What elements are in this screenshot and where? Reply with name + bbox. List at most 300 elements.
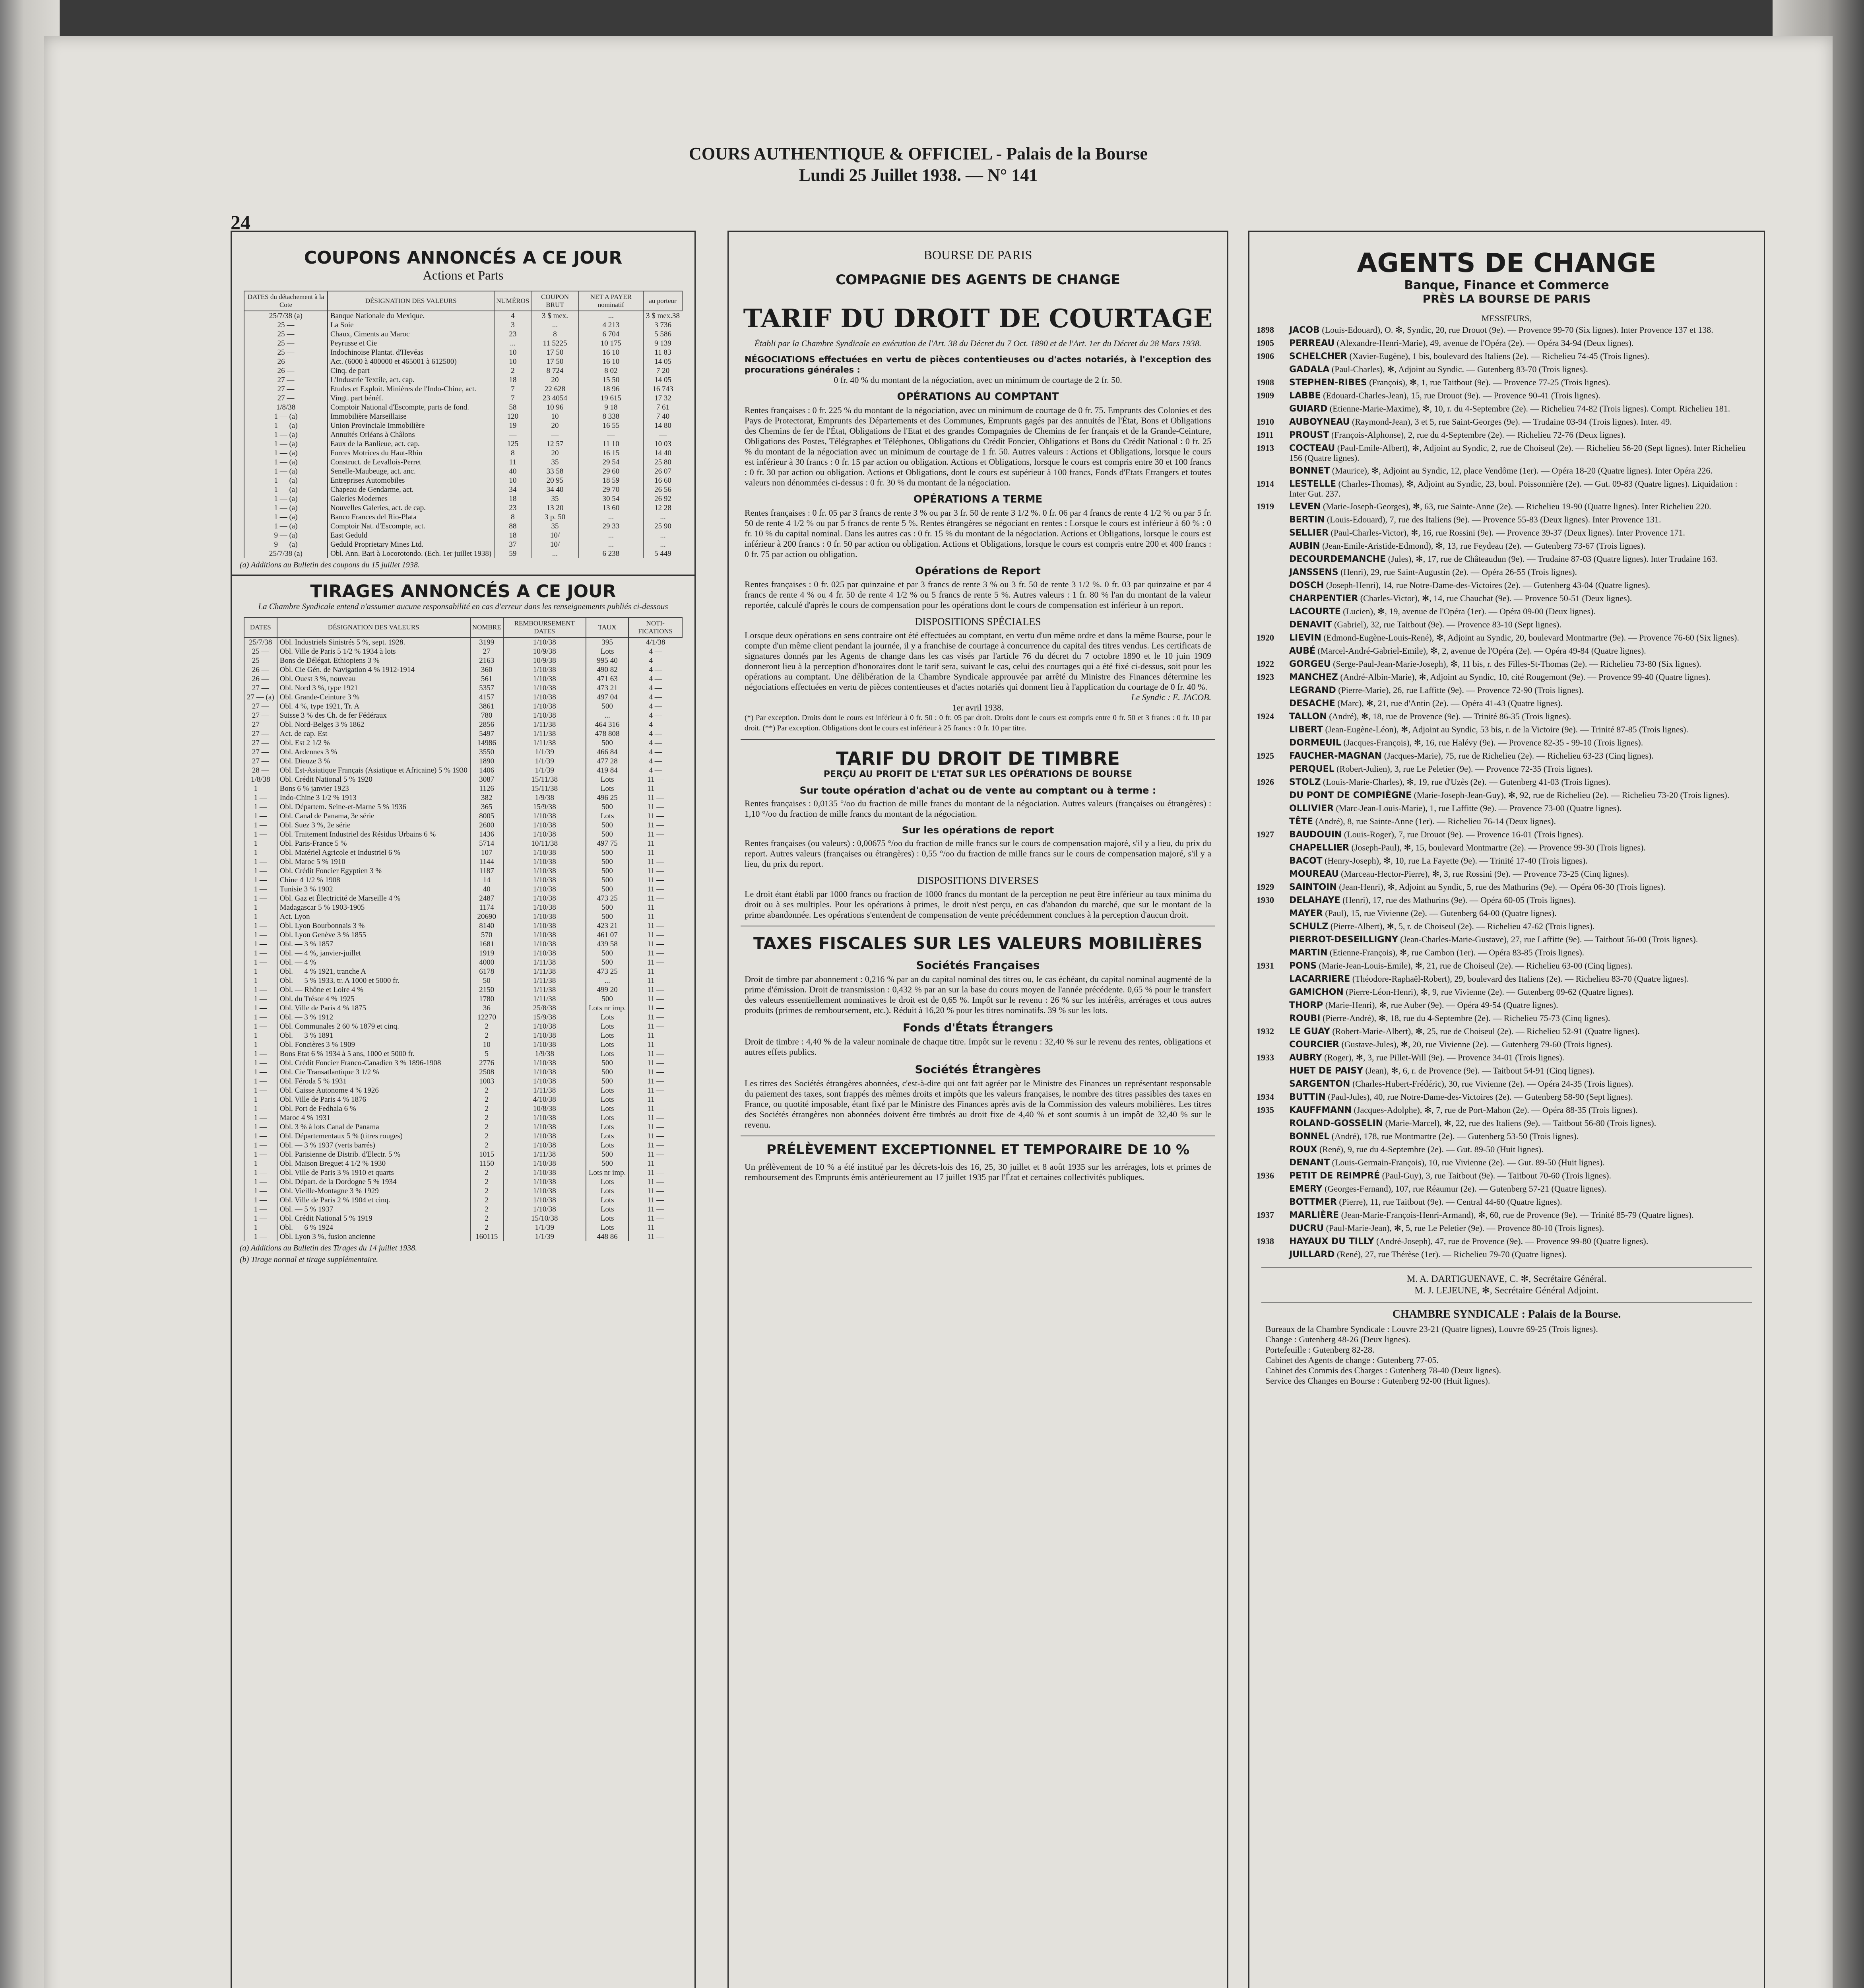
table-cell: 25/7/38 (a)	[244, 549, 328, 558]
table-cell: Obl. Canal de Panama, 3e série	[277, 812, 470, 821]
table-cell: 8 724	[531, 366, 578, 375]
agent-details: (Louis-Roger), 7, rue Drouot (9e). — Provence 16-01 (Trois lignes).	[1344, 829, 1584, 839]
agent-year: 1926	[1257, 777, 1274, 787]
table-cell: 2163	[470, 656, 503, 665]
table-cell: Obl. Nord-Belges 3 % 1862	[277, 720, 470, 729]
column-header: NOTI-FICATIONS	[628, 617, 682, 637]
table-cell: 16 60	[643, 476, 682, 485]
table-cell: 4 —	[628, 757, 682, 766]
table-cell: 1/10/38	[503, 1068, 586, 1077]
agent-entry	[1249, 389, 1764, 402]
agent-entry	[1249, 1012, 1764, 1025]
table-cell: Lots	[586, 1031, 628, 1040]
table-cell: 15/9/38	[503, 802, 586, 812]
agent-name: HUET DE PAISY	[1289, 1066, 1364, 1076]
table-cell: Obl. Traitement Industriel des Résidus Urbains 6 %	[277, 830, 470, 839]
table-cell: 1/10/38	[503, 903, 586, 912]
table-cell: Suisse 3 % des Ch. de fer Fédéraux	[277, 711, 470, 720]
agent-entry	[1249, 723, 1764, 736]
agent-name: KAUFFMANN	[1289, 1105, 1352, 1115]
agent-entry	[1249, 1209, 1764, 1222]
table-cell: 19	[494, 421, 531, 430]
column-header: NOMBRE	[470, 617, 503, 637]
courtage-subtitle: Établi par la Chambre Syndicale en exécution de l'Art. 38 du Décret du 7 Oct. 1890 et de l'Art. 1er du Décret du 28 Mars 1938.	[754, 338, 1202, 348]
agent-details: (Pierre), 11, rue Taitbout (9e). — Central 44-60 (Quatre lignes).	[1339, 1197, 1562, 1207]
table-row	[244, 921, 682, 930]
table-cell: 1 —	[244, 921, 277, 930]
table-cell: 29 60	[579, 467, 643, 476]
table-cell: 8005	[470, 812, 503, 821]
table-cell: Indo-Chine 3 1/2 % 1913	[277, 793, 470, 802]
messieurs-label: MESSIEURS,	[1481, 313, 1532, 323]
table-cell: Lots	[586, 1214, 628, 1223]
table-cell: 11 —	[628, 1177, 682, 1186]
table-cell: 1/10/38	[503, 1122, 586, 1132]
agent-details: (Marc), ✻, 21, rue d'Antin (2e). — Opéra 41-43 (Quatre lignes).	[1337, 698, 1563, 708]
table-cell: 13 20	[531, 503, 578, 513]
terme-text: Rentes françaises : 0 fr. 05 par 3 francs de rente 3 % ou par 3 fr. 50 de rente 3 1/2 %. 0 fr. 06 par 4 francs de rente 4 1/2 % ou par 5 fr. 50 de rente 4 1/2 % ou par 5 francs de rente 5 %. Rentes étrangères se négociant en rentes : Lorsque le cours est inférieur à 60 % : 0 fr. 10 % du capital nominal. Dans les autres cas : 0 fr. 15 % du montant de la négociation. Actions et Obligations, lorsque le cours est inférieur à 200 francs : 0 fr. 50 par action ou obligation. Actions et Obligations, lorsque le cours est compris entre 200 et 400 francs : 0 fr. 75 par action ou obligation.	[745, 508, 1211, 559]
table-cell: 27 —	[244, 683, 277, 693]
agent-details: (Pierre-André), ✻, 18, rue du 4-Septembre (2e). — Richelieu 75-73 (Cinq lignes).	[1322, 1013, 1610, 1023]
agent-details: (Joseph-Paul), ✻, 15, boulevard Montmartre (2e). — Provence 99-30 (Trois lignes).	[1351, 843, 1646, 852]
table-cell: 5497	[470, 729, 503, 738]
agent-name: LEGRAND	[1289, 685, 1336, 695]
agent-year: 1898	[1257, 325, 1274, 335]
table-cell: 1 — (a)	[244, 467, 328, 476]
agent-year: 1910	[1257, 417, 1274, 427]
table-cell: 10/8/38	[503, 1104, 586, 1113]
table-cell: 1/10/38	[503, 1031, 586, 1040]
table-row	[244, 830, 682, 839]
agent-details: (Théodore-Raphaël-Robert), 29, boulevard des Italiens (2e). — Richelieu 83-70 (Quatre lignes).	[1352, 974, 1689, 984]
agent-details: (Paul), 15, rue Vivienne (2e). — Gutenberg 64-00 (Quatre lignes).	[1325, 908, 1557, 918]
table-cell: 497 75	[586, 839, 628, 848]
table-cell: 1 —	[244, 857, 277, 866]
table-cell: Lots	[586, 1086, 628, 1095]
table-cell: 1 — (a)	[244, 430, 328, 439]
table-cell: 365	[470, 802, 503, 812]
table-cell: 1 —	[244, 967, 277, 976]
agent-entry	[1249, 815, 1764, 828]
table-cell: 11 —	[628, 1141, 682, 1150]
table-cell: 1 — (a)	[244, 485, 328, 494]
agent-year: 1937	[1257, 1210, 1274, 1220]
table-cell: 1 —	[244, 1141, 277, 1150]
table-cell: 1/10/38	[503, 885, 586, 894]
table-cell: 1/10/38	[503, 1132, 586, 1141]
agent-name: PERQUEL	[1289, 764, 1334, 774]
table-row	[244, 894, 682, 903]
table-row	[244, 366, 682, 375]
table-cell: 4	[494, 311, 531, 320]
table-cell: 570	[470, 930, 503, 940]
table-cell: 5 449	[643, 549, 682, 558]
table-cell: 419 84	[586, 766, 628, 775]
agent-details: (Pierre-Léon-Henri), ✻, 9, rue Vivienne (2e). — Gutenberg 09-62 (Quatre lignes).	[1346, 987, 1634, 997]
agent-entry	[1249, 789, 1764, 802]
tirages-note-b: (b) Tirage normal et tirage supplémentaire.	[240, 1255, 378, 1264]
page-number: 24	[231, 211, 250, 233]
table-cell: ...	[494, 339, 531, 348]
agent-details: (Marc-Jean-Louis-Marie), 1, rue Laffitte (9e). — Provence 73-00 (Quatre lignes).	[1336, 803, 1622, 813]
table-row	[244, 1150, 682, 1159]
agent-year: 1936	[1257, 1171, 1274, 1180]
table-cell: Chapeau de Gendarme, act.	[328, 485, 494, 494]
table-row	[244, 930, 682, 940]
table-row	[244, 421, 682, 430]
table-cell: 16 10	[579, 357, 643, 366]
table-cell: 10	[531, 412, 578, 421]
table-row	[244, 912, 682, 921]
agent-entry	[1249, 363, 1764, 376]
table-cell: Act. (6000 à 400000 et 465001 à 612500)	[328, 357, 494, 366]
table-cell: 6178	[470, 967, 503, 976]
table-cell: 17 50	[531, 357, 578, 366]
table-cell: 1 — (a)	[244, 421, 328, 430]
table-cell: Lots nr imp.	[586, 1004, 628, 1013]
agent-name: JANSSENS	[1289, 567, 1338, 577]
table-cell: 27 —	[244, 757, 277, 766]
table-row	[244, 866, 682, 876]
table-cell: Lots	[586, 1049, 628, 1058]
agent-details: (Jacques-Adolphe), ✻, 7, rue de Port-Mahon (2e). — Opéra 88-35 (Trois lignes).	[1354, 1105, 1638, 1115]
table-cell: Cinq. de part	[328, 366, 494, 375]
diverses-heading: DISPOSITIONS DIVERSES	[917, 875, 1039, 886]
agent-name: GADALA	[1289, 365, 1330, 375]
table-cell: 10	[494, 476, 531, 485]
table-row	[244, 720, 682, 729]
agent-year: 1932	[1257, 1026, 1274, 1036]
table-cell: 26 —	[244, 674, 277, 683]
agent-entry	[1249, 605, 1764, 618]
table-cell: 11 —	[628, 1049, 682, 1058]
table-cell: 1/11/38	[503, 729, 586, 738]
table-cell: 11 —	[628, 1068, 682, 1077]
table-cell: 6 238	[579, 549, 643, 558]
agent-name: LIBERT	[1289, 725, 1323, 735]
table-row	[244, 1095, 682, 1104]
agent-details: (Jean-Emile-Aristide-Edmond), ✻, 13, rue Feydeau (2e). — Gutenberg 73-67 (Trois lignes).	[1322, 541, 1646, 551]
table-cell: 27 — (a)	[244, 693, 277, 702]
table-cell: 423 21	[586, 921, 628, 930]
table-cell: Obl. — 6 % 1924	[277, 1223, 470, 1232]
bourse-heading: BOURSE DE PARIS	[923, 248, 1032, 262]
table-cell: 4/1/38	[628, 637, 682, 647]
table-row	[244, 738, 682, 747]
dispositions-heading: DISPOSITIONS SPÉCIALES	[915, 616, 1041, 627]
table-cell: 10 175	[579, 339, 643, 348]
table-cell: 466 84	[586, 747, 628, 757]
coupons-subtitle: Actions et Parts	[423, 268, 504, 282]
table-cell: ...	[579, 531, 643, 540]
table-cell: 1/10/38	[503, 637, 586, 647]
table-cell: 439 58	[586, 940, 628, 949]
table-cell: 11 —	[628, 1104, 682, 1113]
table-cell: 25 —	[244, 656, 277, 665]
agent-details: (Jean-Eugène-Léon), ✻, Adjoint au Syndic, 53 bis, r. de la Victoire (9e). — Trinité 87-85 (Trois lignes).	[1325, 724, 1688, 734]
table-row	[244, 1214, 682, 1223]
table-cell: 58	[494, 403, 531, 412]
table-cell: Obl. Lyon Genève 3 % 1855	[277, 930, 470, 940]
agent-details: (Henri), 17, rue des Mathurins (9e). — Opéra 60-05 (Trois lignes).	[1342, 895, 1576, 905]
table-cell: 11 —	[628, 1040, 682, 1049]
table-cell: 2	[470, 1205, 503, 1214]
agent-entry	[1249, 999, 1764, 1012]
table-row	[244, 848, 682, 857]
agent-name: STOLZ	[1289, 777, 1321, 787]
table-cell: 1/1/39	[503, 766, 586, 775]
table-cell: ...	[579, 311, 643, 320]
table-cell: 490 82	[586, 665, 628, 674]
table-cell: 1 —	[244, 793, 277, 802]
table-cell: ...	[531, 320, 578, 330]
table-cell: 9 139	[643, 339, 682, 348]
prelevement-text: Un prélèvement de 10 % a été institué par les décrets-lois des 16, 25, 30 juillet et 8 août 1935 sur les arrérages, lots et primes de remboursement des Emprunts émis antérieurement au 17 juillet 1935 par l'État et certaines collectivités publiques.	[745, 1162, 1211, 1182]
agent-entry	[1249, 1143, 1764, 1156]
timbre-subtitle: PERÇU AU PROFIT DE L'ETAT SUR LES OPÉRATIONS DE BOURSE	[823, 769, 1133, 779]
agent-entry	[1249, 933, 1764, 946]
table-cell: 3 $ mex.	[531, 311, 578, 320]
table-cell: 4 —	[628, 693, 682, 702]
table-row	[244, 403, 682, 412]
agent-name: STEPHEN-RIBES	[1289, 378, 1367, 388]
table-cell: 11 —	[628, 940, 682, 949]
agent-year: 1931	[1257, 961, 1274, 971]
table-cell: 11	[494, 458, 531, 467]
agent-details: (Jules), ✻, 17, rue de Châteaudun (9e). — Trudaine 87-03 (Quatre lignes). Inter Trudaine 163.	[1388, 554, 1718, 564]
table-cell: 499 20	[586, 985, 628, 994]
table-cell: Obl. — 3 % 1891	[277, 1031, 470, 1040]
agent-name: ROUX	[1289, 1145, 1317, 1155]
table-cell: 2150	[470, 985, 503, 994]
table-row	[244, 949, 682, 958]
agent-details: (André), 178, rue Montmartre (2e). — Gutenberg 53-50 (Trois lignes).	[1331, 1131, 1579, 1141]
agent-year: 1906	[1257, 351, 1274, 361]
agent-name: DESACHE	[1289, 699, 1335, 709]
column-header: NUMÉROS	[494, 291, 531, 311]
chambre-title: CHAMBRE SYNDICALE : Palais de la Bourse.	[1392, 1308, 1621, 1320]
table-cell: 11 —	[628, 821, 682, 830]
table-cell: 3	[494, 320, 531, 330]
table-cell: 1919	[470, 949, 503, 958]
table-row	[244, 1031, 682, 1040]
table-cell: 2776	[470, 1058, 503, 1068]
agent-details: (Robert-Julien), 3, rue Le Peletier (9e). — Provence 72-35 (Trois lignes).	[1336, 764, 1593, 774]
agent-entry	[1249, 553, 1764, 566]
column-header: DÉSIGNATION DES VALEURS	[328, 291, 494, 311]
table-cell: 11 —	[628, 1214, 682, 1223]
agent-details: (Marceau-Hector-Pierre), ✻, 3, rue Rossini (9e). — Provence 73-25 (Cinq lignes).	[1341, 869, 1629, 879]
table-cell: 5 586	[643, 330, 682, 339]
agent-entry	[1249, 1130, 1764, 1143]
agent-entry	[1249, 946, 1764, 959]
table-cell: Obl. — 3 % 1937 (verts barrés)	[277, 1141, 470, 1150]
table-row	[244, 784, 682, 793]
table-cell: 14 80	[643, 421, 682, 430]
secretaire-general: M. A. DARTIGUENAVE, C. ✻, Secrétaire Général.	[1406, 1274, 1607, 1284]
table-cell: 500	[586, 1058, 628, 1068]
fonds-etrangers-text: Droit de timbre : 4,40 % de la valeur nominale de chaque titre. Impôt sur le revenu : 32,40 % sur le revenu des rentes, obligations et autres effets publics.	[745, 1037, 1211, 1057]
agent-name: BOTTMER	[1289, 1197, 1337, 1207]
table-cell: 1/10/38	[503, 894, 586, 903]
table-cell: 4 —	[628, 711, 682, 720]
agent-entry	[1249, 376, 1764, 389]
table-cell: Chaux, Ciments au Maroc	[328, 330, 494, 339]
agent-details: (Alexandre-Henri-Marie), 49, avenue de l'Opéra (2e). — Opéra 34-94 (Deux lignes).	[1336, 338, 1634, 348]
table-cell: 25 —	[244, 330, 328, 339]
agent-name: GAMICHON	[1289, 987, 1344, 997]
table-cell: 16 15	[579, 448, 643, 458]
dispositions-text: Lorsque deux opérations en sens contraire ont été effectuées au comptant, en vertu d'un même ordre et dans la même Bourse, pour le compte d'un même client pendant la journée, il y a franchise de courtage à concurrence du capital des titres vendus. Les certificats de signatures donnés par les Agents de change dans les cas visés par l'article 76 du décret du 7 octobre 1890 et le 10 juin 1909 donneront lieu à la perception d'honoraires dont le tarif sera, suivant le cas, celui des courtages qui a été fixé ci-dessus, soit pour les opérations au comptant. Une délibération de la Chambre Syndicale approuvée par arrêté du Ministre des Finances détermine les négociations effectuées en vertu de pièces contentieuses et d'actes notariés qui donnent lieu à l'application du courtage de 0 fr. 40 %.	[745, 630, 1211, 692]
table-cell: 1 —	[244, 1150, 277, 1159]
table-row	[244, 656, 682, 665]
table-row	[244, 876, 682, 885]
table-row	[244, 821, 682, 830]
table-cell: 10	[470, 1040, 503, 1049]
table-cell: Lots	[586, 1013, 628, 1022]
agent-name: FAUCHER-MAGNAN	[1289, 751, 1382, 761]
table-cell: Act. Lyon	[277, 912, 470, 921]
table-cell: 11 —	[628, 830, 682, 839]
table-cell: Construct. de Levallois-Perret	[328, 458, 494, 467]
table-cell: Act. de cap. Est	[277, 729, 470, 738]
table-row	[244, 1122, 682, 1132]
agent-entry	[1249, 776, 1764, 789]
table-cell: Obl. Caisse Autonome 4 % 1926	[277, 1086, 470, 1095]
fonds-etrangers-heading: Fonds d'États Étrangers	[902, 1021, 1053, 1034]
agent-entry	[1249, 513, 1764, 526]
table-row	[244, 503, 682, 513]
table-cell: Galeries Modernes	[328, 494, 494, 503]
agent-entry	[1249, 894, 1764, 907]
table-cell: 1/10/38	[503, 930, 586, 940]
table-cell: 27 —	[244, 729, 277, 738]
table-cell: 1 — (a)	[244, 448, 328, 458]
table-row	[244, 311, 682, 320]
column-header: TAUX	[586, 617, 628, 637]
table-cell: Lots	[586, 1132, 628, 1141]
table-cell: 18	[494, 375, 531, 384]
table-cell: 1/10/38	[503, 665, 586, 674]
table-cell: 1 —	[244, 1122, 277, 1132]
table-row	[244, 513, 682, 522]
agent-details: (Louis-Edouard), 7, rue des Italiens (9e). — Provence 55-83 (Deux lignes). Inter Provence 131.	[1327, 514, 1661, 524]
table-cell: 1 —	[244, 1223, 277, 1232]
chambre-line: Change : Gutenberg 48-26 (Deux lignes).	[1265, 1334, 1410, 1344]
table-row	[244, 1104, 682, 1113]
table-cell: 18	[494, 531, 531, 540]
table-cell: Obl. Féroda 5 % 1931	[277, 1077, 470, 1086]
agent-details: (Lucien), ✻, 19, avenue de l'Opéra (1er). — Opéra 09-00 (Deux lignes).	[1343, 606, 1596, 616]
table-cell: 11 10	[579, 439, 643, 448]
table-cell: 1 —	[244, 866, 277, 876]
table-cell: 1 —	[244, 903, 277, 912]
agent-details: (Georges-Fernand), 107, rue Réaumur (2e). — Gutenberg 57-21 (Quatre lignes).	[1325, 1184, 1606, 1194]
diverses-text: Le droit étant établi par 1000 francs ou fraction de 1000 francs du montant de la perception ne peut être inférieur au taux minima du droit ou à ses multiples. Pour les opérations à primes, le droit n'est perçu, en cas d'abandon du marché, que sur le montant de la prime abandonnée. Les opérations s'entendent de compensation de vente précédemment conclues à la perception d'aucun droit.	[745, 889, 1211, 920]
agent-year: 1923	[1257, 672, 1274, 682]
timbre-title: TARIF DU DROIT DE TIMBRE	[836, 748, 1120, 769]
agents-title: AGENTS DE CHANGE	[1357, 248, 1656, 278]
agent-details: (Raymond-Jean), 3 et 5, rue Saint-Georges (9e). — Trudaine 03-94 (Trois lignes). Inter. 49.	[1352, 417, 1672, 427]
table-cell: 1/10/38	[503, 1058, 586, 1068]
table-cell: 15/9/38	[503, 1013, 586, 1022]
table-cell: Indochinoise Plantat. d'Hevéas	[328, 348, 494, 357]
table-cell: 29 70	[579, 485, 643, 494]
table-cell: 5	[470, 1049, 503, 1058]
table-cell: Obl. Lyon 3 %, fusion ancienne	[277, 1232, 470, 1241]
table-cell: 1 — (a)	[244, 494, 328, 503]
table-cell: Entreprises Automobiles	[328, 476, 494, 485]
table-cell: 11 5225	[531, 339, 578, 348]
table-cell: 2	[470, 1104, 503, 1113]
table-cell: Annuités Orléans à Châlons	[328, 430, 494, 439]
table-cell: 11 83	[643, 348, 682, 357]
syndic-signature: Le Syndic : E. JACOB.	[1131, 692, 1211, 702]
table-cell: 15/11/38	[503, 775, 586, 784]
agent-details: (Louis-Marie-Charles), ✻, 19, rue d'Uzès (2e). — Gutenberg 41-03 (Trois lignes).	[1323, 777, 1611, 787]
table-cell: Obl. Ville de Paris 2 % 1904 et cinq.	[277, 1196, 470, 1205]
agents-list	[1249, 324, 1764, 1261]
table-cell: 1 —	[244, 1068, 277, 1077]
table-cell: Lots	[586, 1113, 628, 1122]
table-cell: Lots	[586, 1022, 628, 1031]
agent-entry	[1249, 1235, 1764, 1248]
table-cell: 1 —	[244, 1077, 277, 1086]
table-cell: 7 20	[643, 366, 682, 375]
chambre-line: Cabinet des Agents de change : Gutenberg 77-05.	[1265, 1355, 1439, 1365]
agent-details: (Charles-Thomas), ✻, Adjoint au Syndic, 23, boul. Poissonnière (2e). — Gut. 09-83 (Quatre lignes). Liquidation : Inter Gut. 237.	[1289, 479, 1738, 499]
table-cell: 33 58	[531, 467, 578, 476]
table-row	[244, 1141, 682, 1150]
table-cell: 11 —	[628, 949, 682, 958]
agent-name: LESTELLE	[1289, 479, 1336, 489]
table-cell: Geduld Proprietary Mines Ltd.	[328, 540, 494, 549]
agent-name: MANCHEZ	[1289, 672, 1338, 682]
agent-name: COCTEAU	[1289, 443, 1335, 453]
agent-entry	[1249, 1091, 1764, 1104]
agent-year: 1938	[1257, 1236, 1274, 1246]
table-cell: 1/8/38	[244, 403, 328, 412]
table-row	[244, 320, 682, 330]
table-cell: 1187	[470, 866, 503, 876]
agent-entry	[1249, 1038, 1764, 1051]
table-cell: 11 —	[628, 967, 682, 976]
tirages-note-a: (a) Additions au Bulletin des Tirages du 14 juillet 1938.	[240, 1244, 417, 1252]
table-cell: 29 33	[579, 522, 643, 531]
agent-name: AUBRY	[1289, 1053, 1322, 1063]
agent-details: (Marie-Joseph-Jean-Guy), ✻, 92, rue de Richelieu (2e). — Richelieu 73-20 (Trois lignes).	[1414, 790, 1730, 800]
table-row	[244, 439, 682, 448]
table-cell: 120	[494, 412, 531, 421]
table-cell: 473 25	[586, 967, 628, 976]
agent-name: DENAVIT	[1289, 620, 1332, 630]
table-cell: 464 316	[586, 720, 628, 729]
table-cell: 1 —	[244, 1022, 277, 1031]
agent-name: MARLIÈRE	[1289, 1210, 1339, 1220]
agent-entry	[1249, 1156, 1764, 1169]
agents-subtitle-1: Banque, Finance et Commerce	[1404, 278, 1609, 292]
table-row	[244, 903, 682, 912]
table-cell: 1 —	[244, 1232, 277, 1241]
agent-name: DELAHAYE	[1289, 895, 1340, 905]
table-cell: 35	[531, 522, 578, 531]
table-cell: Lots	[586, 1205, 628, 1214]
agent-details: (Gustave-Jules), ✻, 20, rue Vivienne (2e). — Gutenberg 79-60 (Trois lignes).	[1341, 1039, 1613, 1049]
table-cell: 11 —	[628, 812, 682, 821]
header-date: Lundi 25 Juillet 1938. — N° 141	[799, 165, 1038, 185]
column-header: DÉSIGNATION DES VALEURS	[277, 617, 470, 637]
societes-etrangeres-text: Les titres des Sociétés étrangères abonnées, c'est-à-dire qui ont fait agréer par le Ministre des Finances un représentant responsable du paiement des taxes, sont frappés des mêmes droits et impôts que les valeurs françaises, le nombre des titres passibles des taxes en France, ou quotité imposable, étant fixé par le Ministre des Finances après avis de la Commission des valeurs mobilières. Les titres des Sociétés étrangères non abonnées doivent être timbrés au droit fixe de 4,40 % et sont soumis à un impôt de 32,40 % sur le revenu.	[745, 1078, 1211, 1130]
